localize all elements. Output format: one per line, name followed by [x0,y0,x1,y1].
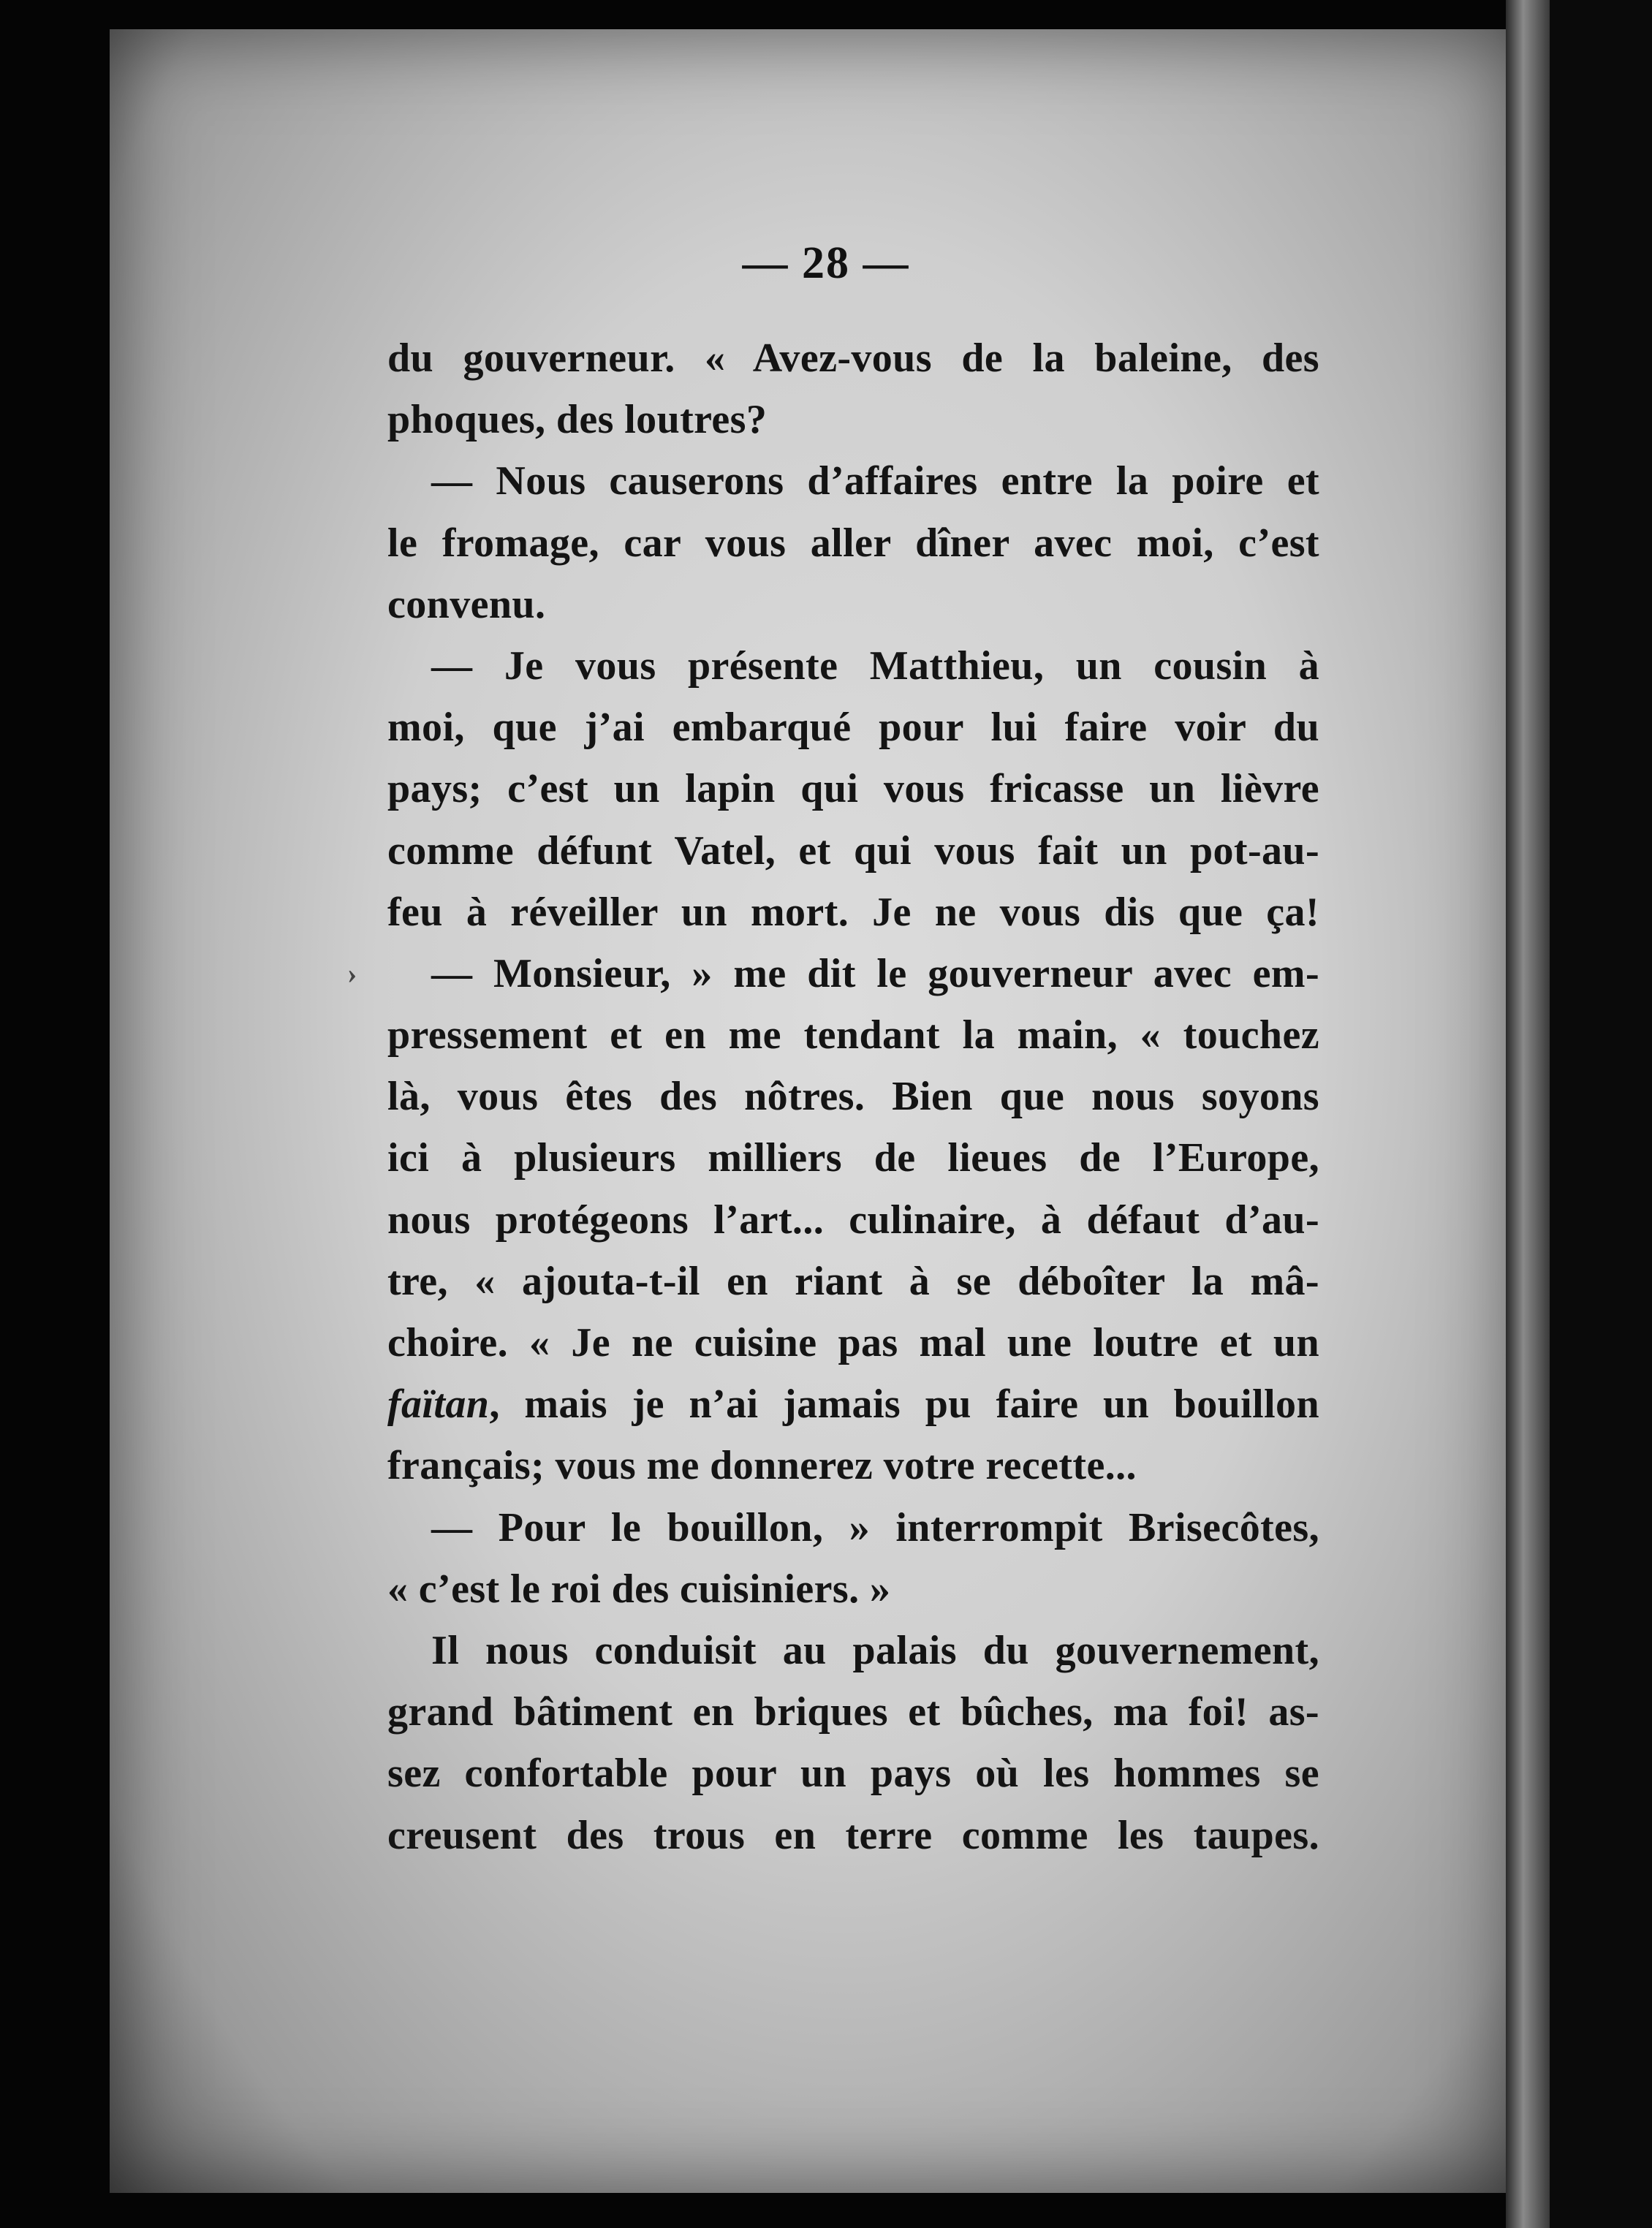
text-line-content: « c’est le roi des cuisiniers. » [387,1566,891,1612]
text-line [387,1373,1319,1435]
text-line [387,635,1319,697]
text-line [387,327,1319,389]
text-line [387,1312,1319,1373]
text-line-content: — Je vous présente Matthieu, un cousin à [431,643,1319,689]
body-text [347,327,1319,1866]
text-line [387,512,1319,574]
text-line-content: Il nous conduisit au palais du gouvernement, [431,1627,1319,1673]
text-line-content: — Nous causerons d’affaires entre la poire et [431,458,1319,504]
text-line-content: phoques, des loutres? [387,397,768,443]
text-line-content: — Pour le bouillon, » interrompit Brisecôtes, [431,1504,1319,1550]
text-line [387,1681,1319,1743]
text-line-content: creusent des trous en terre comme les taupes. [387,1812,1319,1858]
text-line [387,1127,1319,1189]
text-line-content: du gouverneur. « Avez-vous de la baleine, des [387,336,1319,381]
text-line-content: ici à plusieurs milliers de lieues de l’Europe, [387,1135,1319,1181]
text-line-content: sez confortable pour un pays où les hommes se [387,1751,1319,1797]
text-line-content: le fromage, car vous aller dîner avec moi, c’est [387,520,1319,566]
text-line [387,1497,1319,1558]
scan-border [1550,0,1652,2228]
text-line-content: pressement et en me tendant la main, « touchez [387,1012,1319,1058]
text-line [387,1066,1319,1127]
text-line [387,574,1319,635]
text-line-content: feu à réveiller un mort. Je ne vous dis que ça! [387,889,1319,935]
text-line [387,1558,1319,1620]
text-line-content: pays; c’est un lapin qui vous fricasse un lièvre [387,766,1319,812]
text-line [387,1805,1319,1866]
text-line [387,1620,1319,1681]
text-line [387,1435,1319,1496]
text-line [387,1743,1319,1804]
text-line [387,389,1319,450]
text-line-content: comme défunt Vatel, et qui vous fait un pot-au- [387,827,1319,874]
italic-word: faïtan [387,1382,490,1428]
text-line [387,450,1319,512]
text-line-content: là, vous êtes des nôtres. Bien que nous soyons [387,1074,1319,1120]
text-line [387,820,1319,882]
text-line [387,882,1319,943]
page-number: — 28 — [742,238,910,288]
text-line-content: français; vous me donnerez votre recette... [387,1443,1137,1489]
text-line-content: , mais je n’ai jamais pu faire un bouillon [489,1382,1319,1428]
text-line [387,1251,1319,1312]
stray-mark: › [347,956,357,990]
text-line [387,758,1319,819]
text-line-content: — Monsieur, » me dit le gouverneur avec em- [431,950,1319,996]
text-line-content: grand bâtiment en briques et bûches, ma foi! as- [387,1689,1319,1735]
text-line-content: choire. « Je ne cuisine pas mal une loutre et un [387,1320,1319,1365]
text-line [387,697,1319,758]
text-line-content: nous protégeons l’art... culinaire, à défaut d’au- [387,1197,1319,1243]
text-line [387,1004,1319,1066]
page-gutter [1506,0,1550,2228]
text-line [347,943,1319,1004]
text-line [387,1189,1319,1251]
text-line-content: convenu. [387,581,546,627]
text-line-content: moi, que j’ai embarqué pour lui faire voir du [387,705,1319,751]
text-line-content: tre, « ajouta-t-il en riant à se déboîter la mâ- [387,1258,1319,1304]
